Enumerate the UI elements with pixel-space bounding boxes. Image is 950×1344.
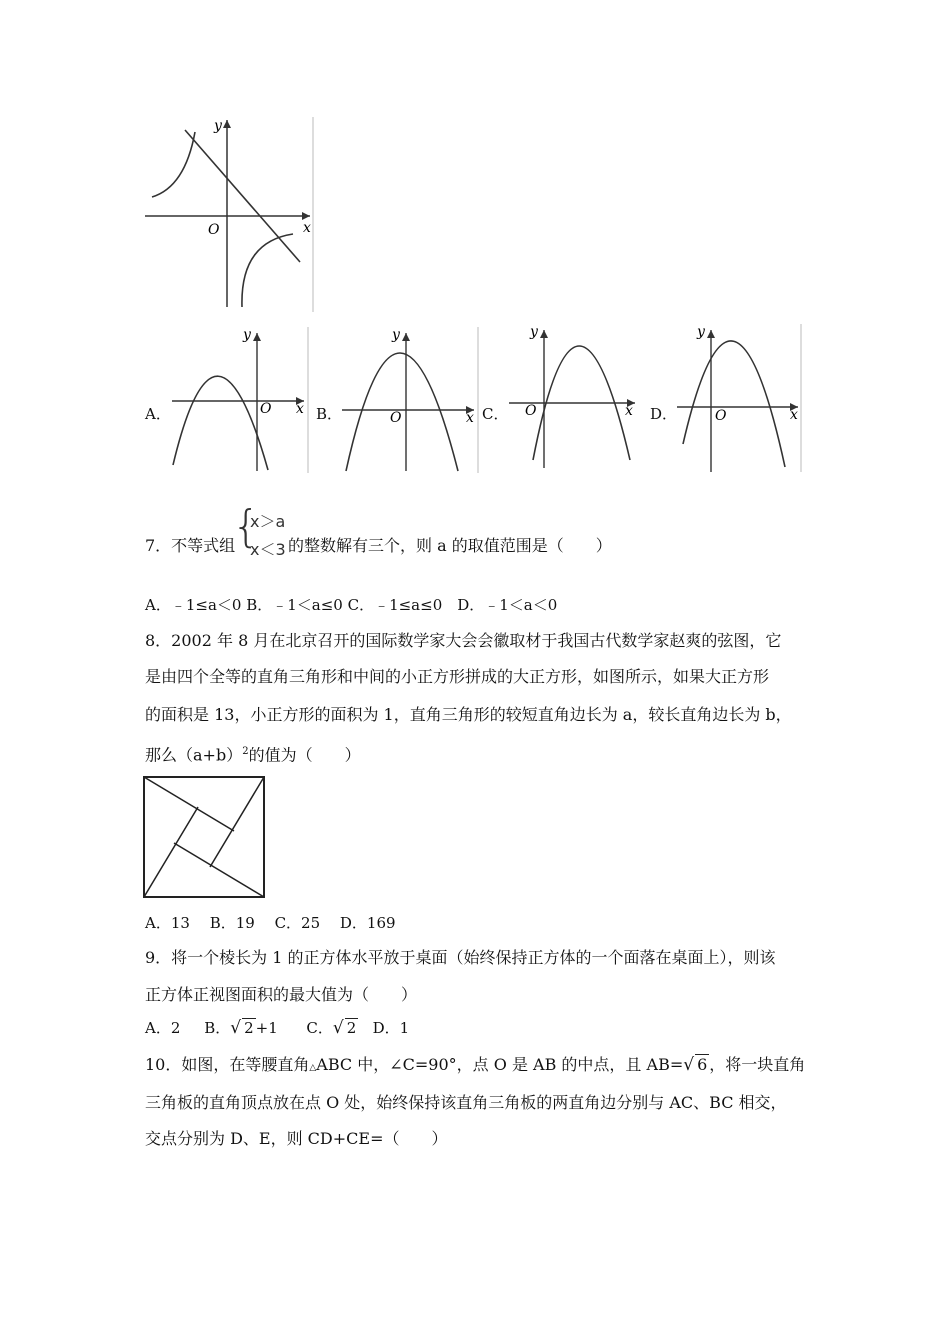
- zhao-shuang-string-diagram: [143, 776, 267, 900]
- svg-text:x: x: [625, 403, 633, 419]
- q6-main-graph: [140, 112, 320, 317]
- svg-text:y: y: [697, 324, 705, 340]
- y-label: y: [214, 118, 222, 134]
- linear-function-line: [185, 130, 300, 262]
- svg-text:O: O: [525, 403, 537, 419]
- q7-brace: {: [232, 501, 260, 552]
- q7-inequality-1: x＞a: [250, 512, 286, 531]
- q9-option-d: D．1: [372, 1019, 410, 1037]
- q7-inequality-2: x＜3: [250, 540, 286, 559]
- q9-option-a: A．2: [145, 1019, 181, 1037]
- q9-options: A．2 B．√ 2 +1 C．√ 2 D．1: [145, 1018, 410, 1038]
- sqrt-2: √ 2: [332, 1018, 357, 1038]
- q7-prefix: 7．不等式组: [145, 536, 236, 555]
- q6-option-b-label: B．: [316, 405, 343, 423]
- origin-label: O: [208, 222, 220, 238]
- svg-text:O: O: [390, 410, 402, 426]
- x-label: x: [303, 220, 311, 236]
- q8-line-3: 的面积是 13，小正方形的面积为 1，直角三角形的较短直角边长为 a，较长直角边长为 b，: [145, 705, 792, 724]
- q7-options: A．﹣1≤a＜0 B．﹣1＜a≤0 C．﹣1≤a≤0 D．﹣1＜a＜0: [145, 596, 558, 614]
- q6-option-d-label: D．: [650, 405, 678, 423]
- q6-option-d-graph: [673, 322, 803, 474]
- y-axis-arrow: [223, 120, 231, 128]
- q10-line-1: 10．如图，在等腰直角△ABC 中，∠C=90°，点 O 是 AB 的中点，且 AB=√ 6 ，将一块直角: [145, 1055, 806, 1075]
- svg-text:x: x: [466, 410, 474, 426]
- q9-line-1: 9．将一个棱长为 1 的正方体水平放于桌面（始终保持正方体的一个面落在桌面上），则该: [145, 948, 776, 967]
- q10-line-3: 交点分别为 D、E，则 CD+CE=（ ）: [145, 1129, 448, 1148]
- sqrt-2: √ 2: [230, 1018, 254, 1038]
- q6-option-c-graph: [505, 322, 647, 472]
- svg-text:O: O: [260, 401, 272, 417]
- q9-option-b-prefix: B．: [204, 1019, 231, 1037]
- q7-suffix: 的整数解有三个，则 a 的取值范围是（ ）: [288, 536, 612, 555]
- q10-line-2: 三角板的直角顶点放在点 O 处，始终保持该直角三角板的两直角边分别与 AC、BC 相交，: [145, 1093, 787, 1112]
- triangle-symbol: △: [309, 1063, 317, 1073]
- q6-option-c-label: C．: [482, 405, 509, 423]
- svg-text:y: y: [530, 324, 538, 340]
- q8-line-4: 那么$(a+b)^2$的值为（ ）: [145, 745, 361, 765]
- x-axis-arrow: [302, 212, 310, 220]
- q9-option-c-prefix: C．: [306, 1019, 333, 1037]
- svg-text:y: y: [392, 327, 400, 343]
- q6-option-b-graph: [338, 325, 480, 475]
- q8-options: A．13 B．19 C．25 D．169: [145, 914, 396, 932]
- hyperbola-branch-left: [152, 132, 195, 197]
- q6-option-a-label: A．: [145, 405, 171, 423]
- sqrt-6: √ 6: [683, 1055, 708, 1075]
- svg-text:y: y: [243, 327, 251, 343]
- svg-text:x: x: [296, 401, 304, 417]
- svg-text:O: O: [715, 408, 727, 424]
- q9-line-2: 正方体正视图面积的最大值为（ ）: [145, 985, 418, 1004]
- svg-text:x: x: [790, 407, 798, 423]
- q8-line-1: 8．2002 年 8 月在北京召开的国际数学家大会会徽取材于我国古代数学家赵爽的弦图，它: [145, 631, 782, 650]
- q8-line-2: 是由四个全等的直角三角形和中间的小正方形拼成的大正方形，如图所示，如果大正方形: [145, 667, 770, 686]
- q6-option-a-graph: [168, 325, 310, 475]
